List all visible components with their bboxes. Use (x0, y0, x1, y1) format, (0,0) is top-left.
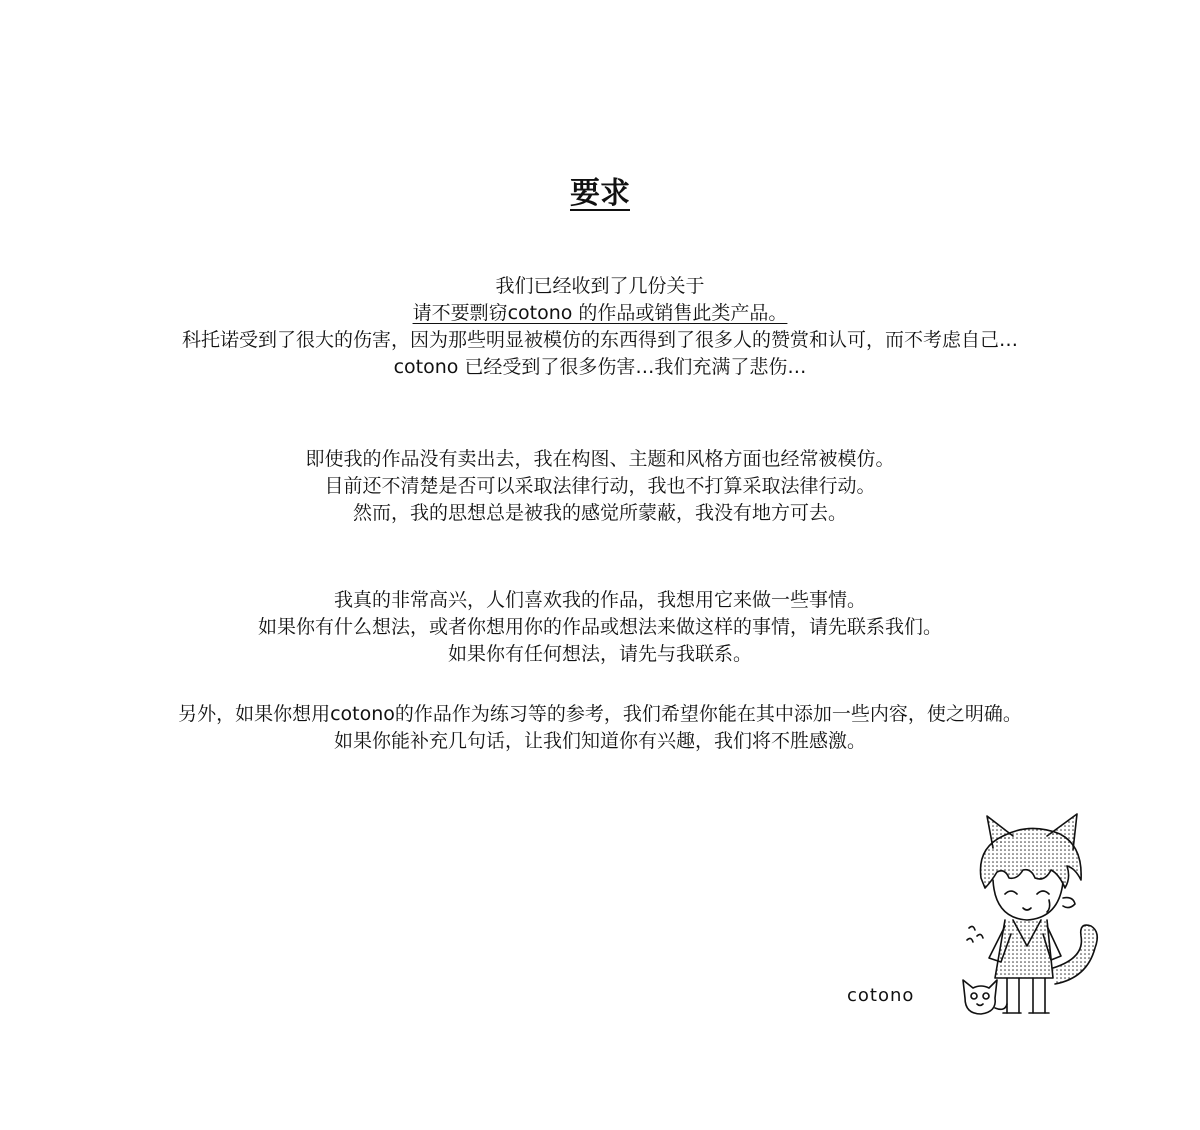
paragraph-3 (0, 587, 1200, 668)
paragraph-line: 如果你有什么想法，或者你想用你的作品或想法来做这样的事情，请先联系我们。 (257, 616, 942, 638)
paragraph-2 (0, 446, 1200, 527)
paragraph-line: 然而，我的思想总是被我的感觉所蒙蔽，我没有地方可去。 (352, 502, 847, 524)
page-title (0, 172, 1200, 216)
paragraph-line: 我们已经收到了几份关于 (495, 275, 705, 297)
paragraph-4 (0, 701, 1200, 755)
paragraph-line: 另外，如果你想用cotono的作品作为练习等的参考，我们希望你能在其中添加一些内容，使之明确。 (178, 703, 1022, 725)
paragraph-1 (0, 273, 1200, 381)
paragraph-line: 科托诺受到了很大的伤害，因为那些明显被模仿的东西得到了很多人的赞赏和认可，而不考虑自己… (181, 329, 1018, 351)
chibi-catboy-illustration-icon (955, 808, 1115, 1023)
paragraph-line-underlined: 请不要剽窃cotono 的作品或销售此类产品。 (412, 302, 788, 324)
paragraph-line: 即使我的作品没有卖出去，我在构图、主题和风格方面也经常被模仿。 (305, 448, 895, 470)
paragraph-line: 我真的非常高兴，人们喜欢我的作品，我想用它来做一些事情。 (333, 589, 866, 611)
paragraph-line: cotono 已经受到了很多伤害…我们充满了悲伤… (393, 356, 807, 378)
signature: cotono (847, 985, 915, 1006)
page-title-text: 要求 (570, 176, 630, 211)
paragraph-line: 如果你能补充几句话，让我们知道你有兴趣，我们将不胜感激。 (333, 730, 866, 752)
paragraph-line: 如果你有任何想法，请先与我联系。 (447, 643, 752, 665)
paragraph-line: 目前还不清楚是否可以采取法律行动，我也不打算采取法律行动。 (324, 475, 876, 497)
